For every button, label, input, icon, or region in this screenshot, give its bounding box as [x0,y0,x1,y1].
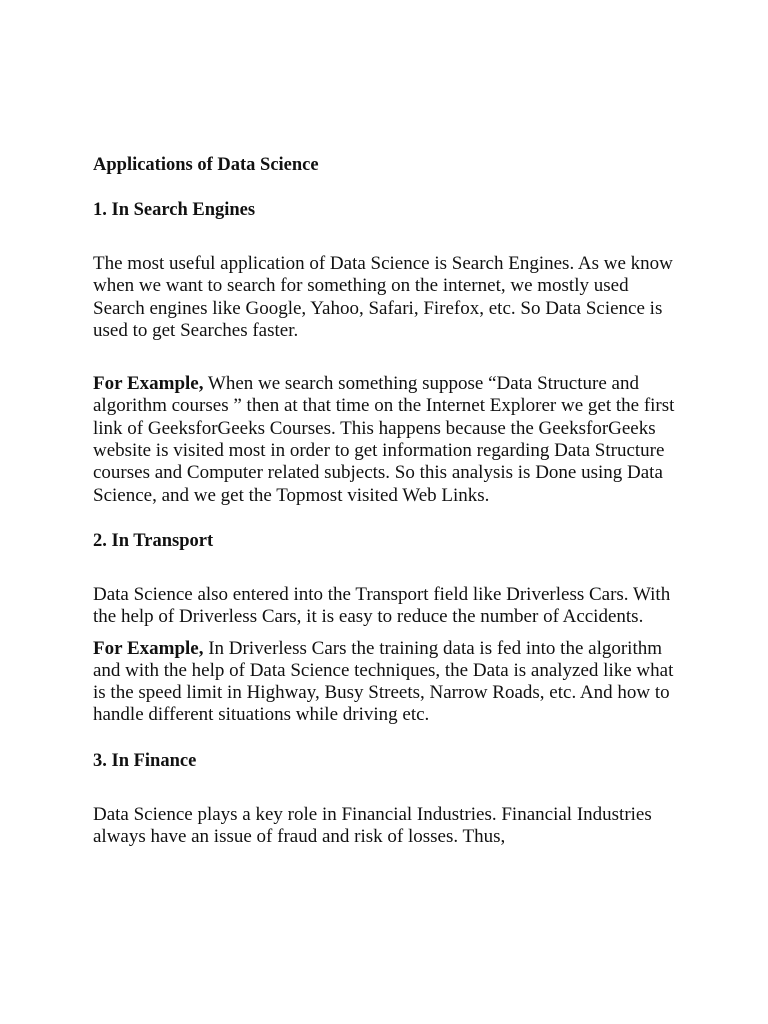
example-paragraph [93,373,683,507]
paragraph-text: Data Science also entered into the Transport field like Driverless Cars. With the help of Driverless Cars, it is easy to reduce the number of Accidents. [93,583,671,628]
paragraph [93,584,683,629]
paragraph [93,804,683,849]
paragraph-text: When we search something suppose “Data Structure and algorithm courses ” then at that time on the Internet Explorer we get the first link of GeeksforGeeks Courses. This happens because the GeeksforGeeks website is visited most in order to get information regarding Data Structure courses and Computer related subjects. So this analysis is Done using Data Science, and we get the Topmost visited Web Links. [93,373,675,506]
document-page [93,153,683,848]
example-label: For Example, [93,373,204,395]
section-heading: 2. In Transport [93,530,214,551]
paragraph-text: Data Science plays a key role in Financial Industries. Financial Industries always have an issue of fraud and risk of losses. Thus, [93,803,652,848]
paragraph-text: In Driverless Cars the training data is fed into the algorithm and with the help of Data Science techniques, the Data is analyzed like what is the speed limit in Highway, Busy Streets, Narrow Roads, etc. And how to handle different situations while driving etc. [93,637,674,726]
section-finance [93,749,683,849]
paragraph [93,253,683,342]
example-label: For Example, [93,637,204,659]
section-search-engines [93,198,683,507]
document-title: Applications of Data Science [93,155,319,175]
example-paragraph [93,638,683,727]
paragraph-text: The most useful application of Data Science is Search Engines. As we know when we want to search for something on the internet, we mostly used Search engines like Google, Yahoo, Safari, Firefox, etc. So Data Science is used to get Searches faster. [93,253,673,341]
section-transport [93,529,683,727]
section-heading: 1. In Search Engines [93,200,256,220]
section-heading: 3. In Finance [93,750,197,771]
